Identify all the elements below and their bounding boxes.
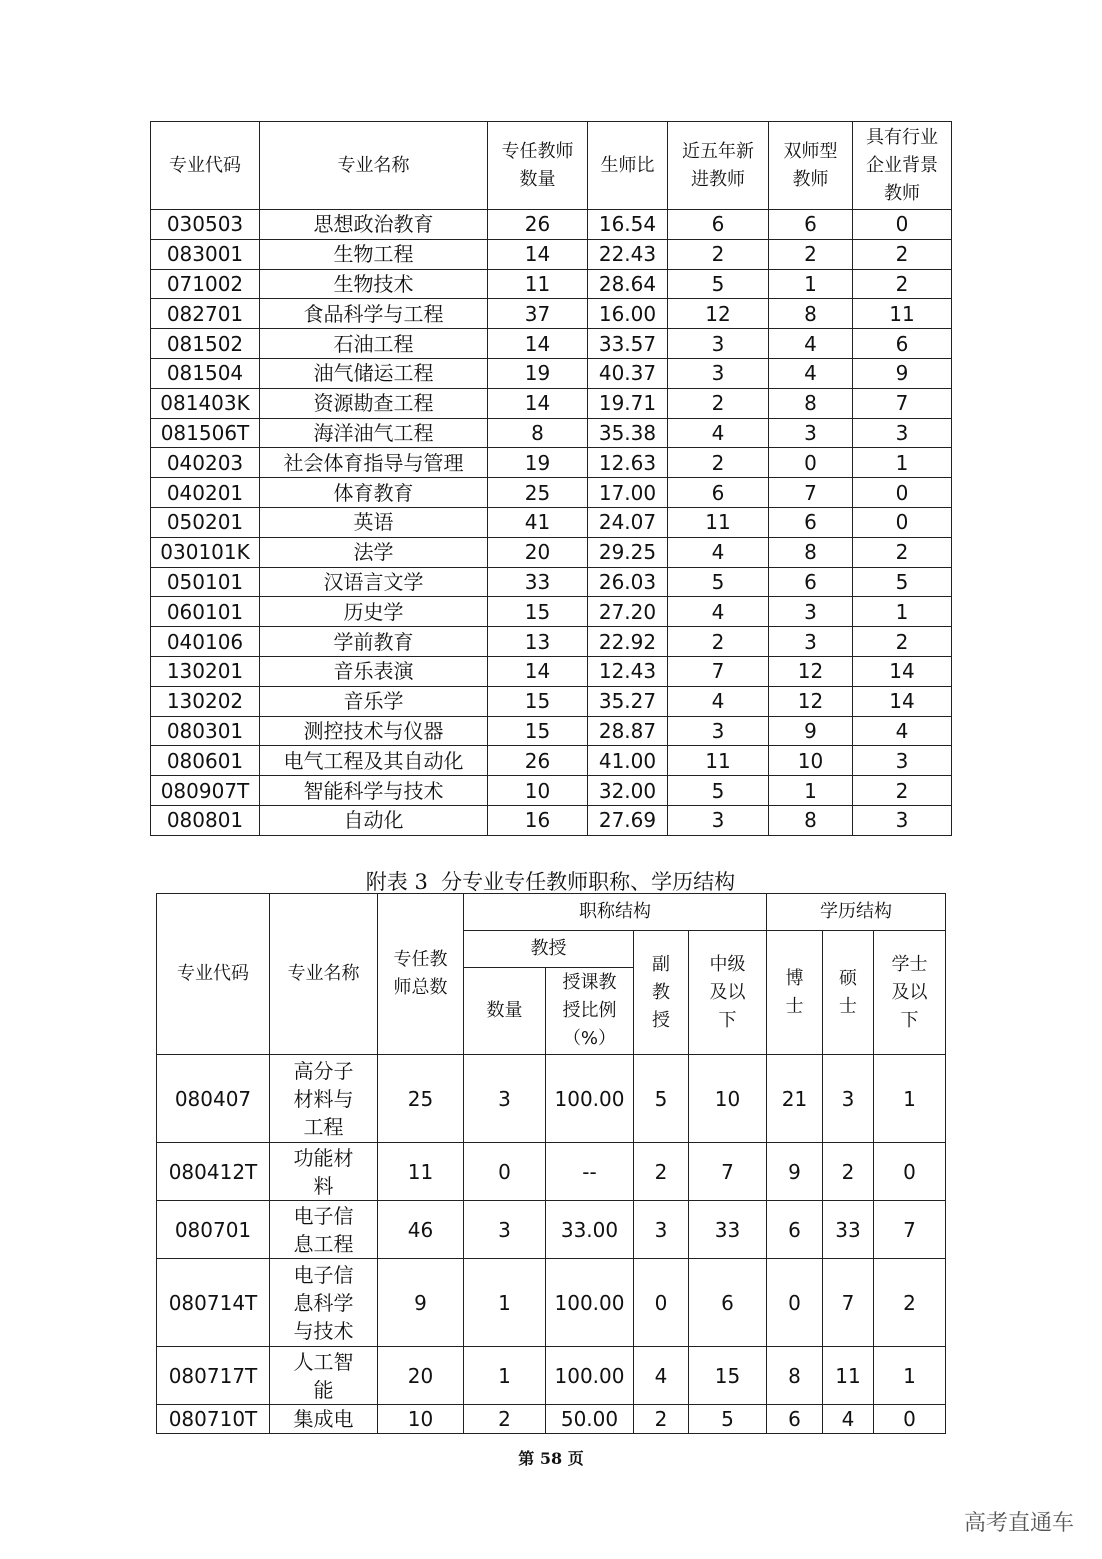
cell-intermediate-count: 10 — [689, 1055, 767, 1143]
cell-professor-ratio: -- — [546, 1143, 634, 1201]
cell-dual-teachers: 8 — [769, 537, 853, 567]
cell-associate-count: 3 — [634, 1201, 689, 1259]
cell-new-teachers: 6 — [668, 210, 769, 240]
t2-header-edu-structure: 学历结构 — [767, 894, 946, 931]
col-header-name: 专业名称 — [260, 122, 488, 210]
cell-master-count: 2 — [823, 1143, 874, 1201]
cell-industry-teachers: 2 — [853, 537, 952, 567]
cell-dual-teachers: 6 — [769, 507, 853, 537]
t2-header-code: 专业代码 — [157, 894, 270, 1055]
cell-new-teachers: 5 — [668, 269, 769, 299]
cell-new-teachers: 12 — [668, 299, 769, 329]
cell-professor-ratio: 100.00 — [546, 1347, 634, 1405]
cell-new-teachers: 2 — [668, 239, 769, 269]
cell-major-name: 集成电 — [270, 1405, 378, 1434]
cell-industry-teachers: 4 — [853, 716, 952, 746]
col-header-teachers: 专任教师 数量 — [488, 122, 588, 210]
cell-new-teachers: 4 — [668, 418, 769, 448]
table-row — [151, 269, 952, 299]
cell-dual-teachers: 4 — [769, 329, 853, 359]
cell-phd-count: 9 — [767, 1143, 823, 1201]
cell-teacher-count: 26 — [488, 746, 588, 776]
t2-header-phd: 博 士 — [767, 931, 823, 1055]
cell-phd-count: 0 — [767, 1259, 823, 1347]
cell-student-teacher-ratio: 16.00 — [588, 299, 668, 329]
cell-major-code: 080412T — [157, 1143, 270, 1201]
cell-student-teacher-ratio: 40.37 — [588, 358, 668, 388]
cell-teacher-total: 11 — [378, 1143, 464, 1201]
cell-teacher-count: 14 — [488, 239, 588, 269]
cell-major-code: 081506T — [151, 418, 260, 448]
cell-dual-teachers: 6 — [769, 567, 853, 597]
cell-phd-count: 6 — [767, 1201, 823, 1259]
cell-teacher-count: 15 — [488, 597, 588, 627]
t2-header-professor: 教授 — [464, 931, 634, 968]
table-row — [151, 716, 952, 746]
cell-teacher-count: 41 — [488, 507, 588, 537]
cell-new-teachers: 11 — [668, 746, 769, 776]
cell-professor-count: 3 — [464, 1055, 546, 1143]
cell-major-name: 体育教育 — [260, 478, 488, 508]
cell-major-code: 080717T — [157, 1347, 270, 1405]
cell-teacher-count: 14 — [488, 388, 588, 418]
cell-industry-teachers: 3 — [853, 746, 952, 776]
cell-dual-teachers: 6 — [769, 210, 853, 240]
cell-teacher-count: 26 — [488, 210, 588, 240]
cell-associate-count: 0 — [634, 1259, 689, 1347]
t2-header-master: 硕 士 — [823, 931, 874, 1055]
cell-associate-count: 2 — [634, 1143, 689, 1201]
cell-new-teachers: 4 — [668, 597, 769, 627]
table-row — [151, 329, 952, 359]
col-header-ratio: 生师比 — [588, 122, 668, 210]
cell-student-teacher-ratio: 16.54 — [588, 210, 668, 240]
cell-major-code: 130202 — [151, 686, 260, 716]
cell-new-teachers: 6 — [668, 478, 769, 508]
cell-major-code: 083001 — [151, 239, 260, 269]
cell-student-teacher-ratio: 12.63 — [588, 448, 668, 478]
cell-new-teachers: 3 — [668, 329, 769, 359]
cell-phd-count: 6 — [767, 1405, 823, 1434]
col-header-code: 专业代码 — [151, 122, 260, 210]
table-row — [151, 656, 952, 686]
cell-major-name: 英语 — [260, 507, 488, 537]
table1-header-row — [151, 122, 952, 210]
table2-header-row-1 — [157, 894, 946, 931]
cell-major-code: 040203 — [151, 448, 260, 478]
cell-major-name: 海洋油气工程 — [260, 418, 488, 448]
cell-industry-teachers: 2 — [853, 239, 952, 269]
cell-professor-ratio: 100.00 — [546, 1055, 634, 1143]
cell-dual-teachers: 3 — [769, 627, 853, 657]
cell-major-name: 功能材 料 — [270, 1143, 378, 1201]
cell-teacher-count: 10 — [488, 776, 588, 806]
cell-major-name: 电子信 息科学 与技术 — [270, 1259, 378, 1347]
cell-industry-teachers: 11 — [853, 299, 952, 329]
cell-intermediate-count: 33 — [689, 1201, 767, 1259]
cell-new-teachers: 2 — [668, 388, 769, 418]
table-row — [157, 1201, 946, 1259]
cell-major-code: 080601 — [151, 746, 260, 776]
cell-student-teacher-ratio: 19.71 — [588, 388, 668, 418]
cell-associate-count: 5 — [634, 1055, 689, 1143]
cell-major-code: 080407 — [157, 1055, 270, 1143]
cell-major-code: 060101 — [151, 597, 260, 627]
watermark-logo-text: 高考直通车 — [963, 1511, 1074, 1536]
cell-dual-teachers: 10 — [769, 746, 853, 776]
table-row — [151, 418, 952, 448]
cell-dual-teachers: 12 — [769, 656, 853, 686]
table-row — [151, 358, 952, 388]
table-row — [151, 388, 952, 418]
t2-header-count: 数量 — [464, 968, 546, 1055]
cell-major-name: 自动化 — [260, 805, 488, 835]
cell-teacher-total: 25 — [378, 1055, 464, 1143]
cell-major-code: 081403K — [151, 388, 260, 418]
cell-master-count: 33 — [823, 1201, 874, 1259]
cell-industry-teachers: 2 — [853, 776, 952, 806]
cell-student-teacher-ratio: 41.00 — [588, 746, 668, 776]
cell-professor-count: 1 — [464, 1347, 546, 1405]
cell-student-teacher-ratio: 35.27 — [588, 686, 668, 716]
cell-student-teacher-ratio: 22.92 — [588, 627, 668, 657]
cell-new-teachers: 3 — [668, 716, 769, 746]
cell-dual-teachers: 1 — [769, 776, 853, 806]
cell-student-teacher-ratio: 35.38 — [588, 418, 668, 448]
cell-student-teacher-ratio: 27.20 — [588, 597, 668, 627]
cell-major-name: 电子信 息工程 — [270, 1201, 378, 1259]
table-row — [151, 239, 952, 269]
cell-student-teacher-ratio: 28.64 — [588, 269, 668, 299]
cell-major-name: 油气储运工程 — [260, 358, 488, 388]
cell-major-code: 030503 — [151, 210, 260, 240]
cell-major-code: 080801 — [151, 805, 260, 835]
cell-industry-teachers: 5 — [853, 567, 952, 597]
cell-teacher-total: 20 — [378, 1347, 464, 1405]
table-row — [151, 776, 952, 806]
cell-major-name: 音乐表演 — [260, 656, 488, 686]
cell-professor-ratio: 33.00 — [546, 1201, 634, 1259]
cell-dual-teachers: 3 — [769, 597, 853, 627]
cell-major-name: 思想政治教育 — [260, 210, 488, 240]
t2-header-associate: 副 教 授 — [634, 931, 689, 1055]
cell-new-teachers: 5 — [668, 776, 769, 806]
cell-dual-teachers: 4 — [769, 358, 853, 388]
cell-student-teacher-ratio: 33.57 — [588, 329, 668, 359]
cell-master-count: 3 — [823, 1055, 874, 1143]
cell-teacher-count: 15 — [488, 716, 588, 746]
cell-major-code: 071002 — [151, 269, 260, 299]
cell-major-name: 学前教育 — [260, 627, 488, 657]
cell-professor-count: 3 — [464, 1201, 546, 1259]
table-row — [151, 805, 952, 835]
cell-new-teachers: 4 — [668, 686, 769, 716]
cell-teacher-total: 9 — [378, 1259, 464, 1347]
cell-new-teachers: 2 — [668, 627, 769, 657]
cell-professor-ratio: 50.00 — [546, 1405, 634, 1434]
cell-student-teacher-ratio: 27.69 — [588, 805, 668, 835]
cell-industry-teachers: 0 — [853, 507, 952, 537]
cell-dual-teachers: 9 — [769, 716, 853, 746]
cell-teacher-count: 8 — [488, 418, 588, 448]
cell-student-teacher-ratio: 24.07 — [588, 507, 668, 537]
cell-dual-teachers: 1 — [769, 269, 853, 299]
title-education-table — [156, 893, 946, 1434]
cell-major-name: 高分子 材料与 工程 — [270, 1055, 378, 1143]
cell-dual-teachers: 7 — [769, 478, 853, 508]
cell-major-name: 石油工程 — [260, 329, 488, 359]
cell-bachelor-count: 0 — [874, 1405, 946, 1434]
cell-major-code: 030101K — [151, 537, 260, 567]
cell-teacher-count: 19 — [488, 358, 588, 388]
cell-major-name: 电气工程及其自动化 — [260, 746, 488, 776]
cell-student-teacher-ratio: 32.00 — [588, 776, 668, 806]
table2-caption: 附表 3 分专业专任教师职称、学历结构 — [365, 870, 736, 894]
table-row — [157, 1347, 946, 1405]
cell-major-name: 生物工程 — [260, 239, 488, 269]
page-number: 第 58 页 — [518, 1449, 584, 1468]
teacher-stats-table — [150, 121, 952, 836]
cell-teacher-count: 33 — [488, 567, 588, 597]
cell-teacher-count: 19 — [488, 448, 588, 478]
cell-teacher-count: 16 — [488, 805, 588, 835]
cell-dual-teachers: 8 — [769, 299, 853, 329]
cell-bachelor-count: 1 — [874, 1055, 946, 1143]
t2-header-intermediate: 中级 及以 下 — [689, 931, 767, 1055]
cell-professor-ratio: 100.00 — [546, 1259, 634, 1347]
table-row — [151, 448, 952, 478]
cell-industry-teachers: 1 — [853, 448, 952, 478]
cell-industry-teachers: 3 — [853, 805, 952, 835]
cell-teacher-total: 10 — [378, 1405, 464, 1434]
cell-dual-teachers: 12 — [769, 686, 853, 716]
cell-teacher-count: 15 — [488, 686, 588, 716]
cell-major-code: 040201 — [151, 478, 260, 508]
cell-dual-teachers: 8 — [769, 805, 853, 835]
table-row — [151, 627, 952, 657]
cell-new-teachers: 7 — [668, 656, 769, 686]
cell-major-code: 080907T — [151, 776, 260, 806]
cell-major-code: 081504 — [151, 358, 260, 388]
cell-intermediate-count: 6 — [689, 1259, 767, 1347]
cell-industry-teachers: 2 — [853, 627, 952, 657]
cell-major-code: 050201 — [151, 507, 260, 537]
cell-teacher-count: 37 — [488, 299, 588, 329]
cell-teacher-count: 14 — [488, 656, 588, 686]
cell-master-count: 11 — [823, 1347, 874, 1405]
table-row — [151, 507, 952, 537]
table-row — [151, 597, 952, 627]
table-row — [157, 1259, 946, 1347]
cell-major-name: 智能科学与技术 — [260, 776, 488, 806]
cell-industry-teachers: 1 — [853, 597, 952, 627]
cell-industry-teachers: 7 — [853, 388, 952, 418]
table-row — [151, 537, 952, 567]
table-row — [151, 478, 952, 508]
cell-student-teacher-ratio: 29.25 — [588, 537, 668, 567]
cell-intermediate-count: 5 — [689, 1405, 767, 1434]
cell-major-code: 130201 — [151, 656, 260, 686]
cell-major-code: 081502 — [151, 329, 260, 359]
cell-major-name: 食品科学与工程 — [260, 299, 488, 329]
t2-header-title-structure: 职称结构 — [464, 894, 767, 931]
cell-intermediate-count: 15 — [689, 1347, 767, 1405]
cell-industry-teachers: 6 — [853, 329, 952, 359]
cell-new-teachers: 2 — [668, 448, 769, 478]
t2-header-name: 专业名称 — [270, 894, 378, 1055]
cell-bachelor-count: 0 — [874, 1143, 946, 1201]
table-row — [151, 567, 952, 597]
cell-industry-teachers: 3 — [853, 418, 952, 448]
cell-teacher-count: 14 — [488, 329, 588, 359]
cell-major-code: 040106 — [151, 627, 260, 657]
t2-header-ratio: 授课教 授比例 （%） — [546, 968, 634, 1055]
t2-header-bachelor: 学士 及以 下 — [874, 931, 946, 1055]
cell-phd-count: 21 — [767, 1055, 823, 1143]
cell-major-code: 080301 — [151, 716, 260, 746]
cell-major-name: 测控技术与仪器 — [260, 716, 488, 746]
cell-phd-count: 8 — [767, 1347, 823, 1405]
table-row — [151, 299, 952, 329]
cell-teacher-count: 11 — [488, 269, 588, 299]
cell-industry-teachers: 0 — [853, 478, 952, 508]
cell-new-teachers: 3 — [668, 805, 769, 835]
cell-professor-count: 2 — [464, 1405, 546, 1434]
cell-major-code: 080710T — [157, 1405, 270, 1434]
cell-dual-teachers: 3 — [769, 418, 853, 448]
cell-associate-count: 2 — [634, 1405, 689, 1434]
cell-dual-teachers: 2 — [769, 239, 853, 269]
cell-major-name: 汉语言文学 — [260, 567, 488, 597]
cell-major-code: 080714T — [157, 1259, 270, 1347]
cell-dual-teachers: 8 — [769, 388, 853, 418]
cell-major-name: 人工智 能 — [270, 1347, 378, 1405]
cell-master-count: 4 — [823, 1405, 874, 1434]
cell-teacher-count: 13 — [488, 627, 588, 657]
cell-new-teachers: 3 — [668, 358, 769, 388]
cell-professor-count: 1 — [464, 1259, 546, 1347]
table-row — [157, 1055, 946, 1143]
cell-teacher-count: 25 — [488, 478, 588, 508]
cell-major-code: 050101 — [151, 567, 260, 597]
cell-student-teacher-ratio: 22.43 — [588, 239, 668, 269]
table-row — [151, 746, 952, 776]
cell-teacher-count: 20 — [488, 537, 588, 567]
cell-bachelor-count: 7 — [874, 1201, 946, 1259]
cell-student-teacher-ratio: 17.00 — [588, 478, 668, 508]
cell-industry-teachers: 14 — [853, 686, 952, 716]
cell-dual-teachers: 0 — [769, 448, 853, 478]
t2-header-total: 专任教 师总数 — [378, 894, 464, 1055]
cell-master-count: 7 — [823, 1259, 874, 1347]
cell-industry-teachers: 14 — [853, 656, 952, 686]
cell-new-teachers: 11 — [668, 507, 769, 537]
cell-major-code: 080701 — [157, 1201, 270, 1259]
cell-major-name: 资源勘查工程 — [260, 388, 488, 418]
table-row — [157, 1405, 946, 1434]
cell-student-teacher-ratio: 28.87 — [588, 716, 668, 746]
cell-intermediate-count: 7 — [689, 1143, 767, 1201]
cell-major-code: 082701 — [151, 299, 260, 329]
cell-student-teacher-ratio: 26.03 — [588, 567, 668, 597]
cell-industry-teachers: 0 — [853, 210, 952, 240]
table-row — [151, 686, 952, 716]
table-row — [157, 1143, 946, 1201]
col-header-new-teachers: 近五年新 进教师 — [668, 122, 769, 210]
cell-student-teacher-ratio: 12.43 — [588, 656, 668, 686]
cell-major-name: 音乐学 — [260, 686, 488, 716]
cell-major-name: 社会体育指导与管理 — [260, 448, 488, 478]
cell-major-name: 生物技术 — [260, 269, 488, 299]
cell-associate-count: 4 — [634, 1347, 689, 1405]
cell-teacher-total: 46 — [378, 1201, 464, 1259]
cell-new-teachers: 5 — [668, 567, 769, 597]
cell-professor-count: 0 — [464, 1143, 546, 1201]
cell-bachelor-count: 1 — [874, 1347, 946, 1405]
col-header-dual-teachers: 双师型 教师 — [769, 122, 853, 210]
cell-industry-teachers: 9 — [853, 358, 952, 388]
cell-major-name: 法学 — [260, 537, 488, 567]
cell-major-name: 历史学 — [260, 597, 488, 627]
cell-new-teachers: 4 — [668, 537, 769, 567]
table-row — [151, 210, 952, 240]
cell-bachelor-count: 2 — [874, 1259, 946, 1347]
col-header-industry-teachers: 具有行业 企业背景 教师 — [853, 122, 952, 210]
cell-industry-teachers: 2 — [853, 269, 952, 299]
